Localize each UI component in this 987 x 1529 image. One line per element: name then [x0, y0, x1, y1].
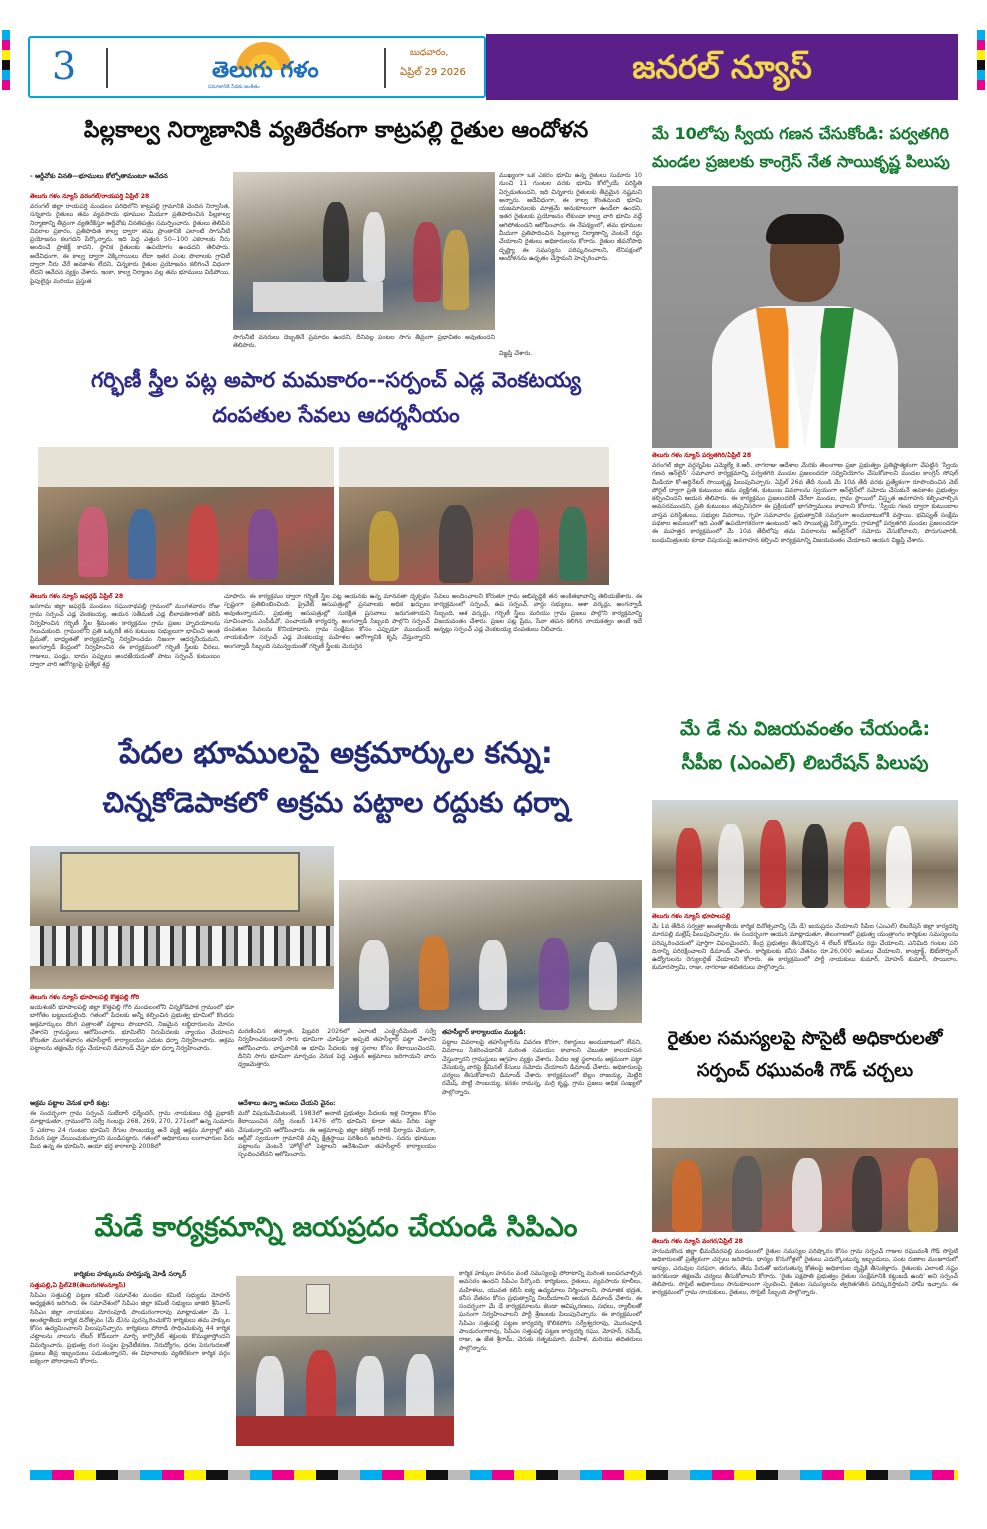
art4-body: వరంగల్ జిల్లా వర్ధన్నపేట ఎమ్మెల్యే కె.ఆర్. నాగరాజు ఆదేశాల మేరకు తెలంగాణ ప్రజా ప్రభుత్వం ప్రతిష్టాత్మకంగా చేపట్టిన 'స్వీయ గణన ఆన్‌లైన్' సమాచార కార్యక్రమాన్ని పర్వతగిరి మండల ప్రజలందరూ సద్వినియోగం చేసుకోవాలని మండల కాంగ్రెస్ సోషల్ మీడియా కో-ఆర్డినేటర్ సాయికృష్ణ పిలుపునిచ్చారు. ఏప్రిల్ 26వ తేదీ నుండి మే 10వ తేదీ వరకు ప్రత్యేకంగా రూపొందించిన వెబ్ పోర్టల్ ద్వారా ప్రతి కుటుంబం తమ వ్యక్తిగత, కుటుంబ వివరాలను స్వయంగా ఆన్‌లైన్‌లో నమోదు చేసుకునే అవకాశం ప్రభుత్వం కల్పించిందని ఆయన తెలిపారు. ఈ కార్యక్రమం ప్రజలందరికీ చేరేలా మండల, గ్రామ స్థాయిలో విస్తృత అవగాహన కల్పించాల్సిన అవసరముందని, ప్రతి కుటుంబం తప్పనిసరిగా ఈ ప్రక్రియలో భాగస్వాములు కావాలని కోరారు. 'స్వీయ గణన ద్వారా కుటుంబాల వాస్తవ పరిస్థితులు, సభ్యుల వివరాలు, గృహ సమాచారం ప్రభుత్వానికి సమగ్రంగా అందుబాటులోకి వస్తాయి. భవిష్యత్ సంక్షేమ పథకాల అమలులో ఇది ఎంతో ఉపయోగకరంగా ఉంటుంది' అని సాయికృష్ణ పేర్కొన్నారు. గ్రామాల్లో పర్వతగిరి మండల ప్రజలందరూ ఈ మహత్తర కార్యక్రమంలో మే 10వ తేదీలోపు తమ వివరాలను ఆన్‌లైన్‌లో నమోదు చేసుకోవాలని, పొరుగువారికి, బంధుమిత్రులకు కూడా విషయంపై అవగాహన కల్పించి కార్యక్రమాన్ని విజయవంతం చేయాలని ఆయన విజ్ఞప్తి చేశారు. [652, 462, 958, 544]
art2-col2: చూపారు. ఈ కార్యక్రమం ద్వారా గర్భిణీ స్త్రీల పట్ల ఆయనకు ఉన్న మానవతా దృక్పథం స్పష్టంగా ప్రతిబింబించింది. ప్రైవేట్ ఆసుపత్రుల్లో ప్రసవాలకు అధిక ఖర్చులు అవుతున్నాయని, ప్రభుత్వ ఆసుపత్రుల్లో సురక్షిత ప్రసవాలు జరుగుతాయని సూచించారు. ఎంపీడీవో, పంచాయతీ కార్యదర్శి, అంగన్వాడీ సిబ్బంది పాల్గొని సర్పంచ్ దంపతుల సేవలను కొనియాడారు. గ్రామ సంక్షేమం కోసం ఎప్పుడూ ముందుండే నాయకుడిగా సర్పంచ్ ఎడ్ల వెంకటయ్య మహిళల ఆరోగ్యానికి కృషి చేస్తున్నారని అంగన్వాడీ సిబ్బంది సమన్వయంతో గర్భిణీ స్త్రీలకు మెరుగైన [224, 593, 430, 650]
color-registration-bar [30, 1470, 958, 1480]
section-title: జనరల్ న్యూస్ [632, 48, 812, 86]
art6-photo [652, 1098, 958, 1232]
section-banner [486, 34, 958, 100]
art5-body: మే 1వ తేదీన సర్వత్రా అంతర్జాతీయ కార్మిక దినోత్సవాన్ని (మే డే) జయప్రదం చేయాలని సీపీఐ (ఎంఎల్) లిబరేషన్ జిల్లా కార్యదర్శి మారపల్లి మల్లేష్ పిలుపునిచ్చారు. ఈ సందర్భంగా ఆయన మాట్లాడుతూ, తెలంగాణలో ప్రభుత్వ యంత్రాంగం కార్మికుల సమస్యలను పరిష్కరించడంలో పూర్తిగా విఫలమైందని, కేంద్ర ప్రభుత్వం తీసుకొచ్చిన 4 లేబర్ కోడ్‌లను రద్దు చేయాలని, ఎనిమిది గంటల పని దినాన్ని పరిరక్షించాలని డిమాండ్ చేశారు. కార్మికులకు కనీస వేతనం రూ.26,000 అమలు చేయాలని, కాంట్రాక్ట్, ఔట్‌సోర్సింగ్ ఉద్యోగులను రెగ్యులరైజ్ చేయాలని కోరారు. ఈ కార్యక్రమంలో పార్టీ నాయకులు కుమార్, మోహన్ కుమార్, సాయిరాం, కుమారస్వామి, రాజు, నాగరాజు తదితరులు పాల్గొన్నారు. [652, 923, 958, 972]
logo-text: తెలుగు గళం [212, 58, 319, 83]
art7-headline: మేడే కార్యక్రమాన్ని జయప్రదం చేయండి సిపిఎం [94, 1212, 578, 1243]
art5-dateline: తెలుగు గళం న్యూస్ భూపాలపల్లి [652, 913, 731, 920]
masthead-divider-2 [384, 48, 386, 88]
art3-col1: జయశంకర్ భూపాలపల్లి జిల్లా కొత్తపల్లి గోరి మండలంలోని చిన్నకోడెపాక గ్రామంలో భూ బాగోతం బట్టబయలైంది. గతంలో పేదలకు అన్నీ కల్పించిన ప్రభుత్వ భూమిలో కొందరు అక్రమార్కులు దొంగ పత్రాలతో పట్టాలు పొందారని, నిజమైన లబ్ధిదారులను మోసం చేశారని గ్రామస్థులు ఆరోపించారు. భూమిలేని నిరుపేదలకు న్యాయం చేయాలని కోరుతూ మంగళవారం తహసీల్దార్ కార్యాలయం ఎదుట ధర్నా నిర్వహించారు. అక్రమ పట్టాలను తక్షణమే రద్దు చేయాలని డిమాండ్ చేస్తూ భూ ధర్నా నిర్వహించారు. [30, 1004, 234, 1053]
crop-marks-right [977, 30, 985, 90]
art7-subhead: కార్మికుల హక్కులను హరిస్తున్న మోడీ సర్కార్ [73, 1270, 187, 1278]
art6-headline-1: రైతుల సమస్యలపై సొసైటీ అధికారులతో [667, 1028, 943, 1049]
art2-headline-1: గర్భిణీ స్త్రీల పట్ల అపార మమకారం--సర్పంచ్ ఎడ్ల వెంకటయ్య [90, 368, 582, 392]
art3-subhead-3: తహసీల్దార్ కార్యాలయం ముట్టడి: [442, 1028, 526, 1036]
logo-tagline: సమాజానికి సేవకు అంకితం [208, 84, 260, 90]
art1-col1: వరంగల్ జిల్లా రాయపర్తి మండలం పరిధిలోని కాట్రపల్లి గ్రామానికి చెందిన నిర్వాసిత, సన్నకారు రైతులు తమ వ్యవసాయ భూముల మీదుగా ప్రతిపాదించిన పిల్లకాల్వ నిర్మాణాన్ని తీవ్రంగా వ్యతిరేకిస్తూ ఆర్డీవోకు వినతిపత్రం సమర్పించారు. రైతులు తెలిపిన వివరాల ప్రకారం, ప్రతిపాదిత కాల్వ ద్వారా తమ ప్రాంతానికి ఎలాంటి సాగునీటి ప్రయోజనం కలగదని పేర్కొన్నారు. ఇది పెద్ద ఎత్తున 50--100 ఎకరాలకు నీరు అందించే ప్రాజెక్ట్ కాదని, స్థానిక రైతులకు ఉపయోగం ఉండదని తెలిపారు. అదేవిధంగా, ఈ కాల్వ ద్వారా వెక్కిరాయిలు లేదా ఇతర పంట పొలాలకు గ్రావిటీ ద్వారా నీరు చేరే అవకాశం లేదని, చిన్నకారు రైతుల ప్రయోజనం కలిగించే విధంగా లేదని ఆవేదన వ్యక్తం చేశారు. ఇంకా, కాల్వ నిర్మాణం వల్ల తమ భూములు విడిపోయి, పైపులైన్లు మరియు ప్రస్తుత [30, 203, 230, 285]
art5-photo [652, 800, 958, 908]
art6-body: హనుమకొండ జిల్లా భీమదేవరపల్లి మండలంలో రైతుల సమస్యల పరిష్కారం కోసం గ్రామ సర్పంచ్ గాజుల రఘువంశీ గౌడ్ సొసైటీ అధికారులతో ప్రత్యేకంగా చర్చలు జరిపారు. ధాన్యం కొనుగోళ్లలో రైతులు ఎదుర్కొంటున్న ఇబ్బందులు, పంట రుణాల మంజూరులో జాప్యం, ఎరువుల సరఫరా, తరుగు, తేమ పేరుతో జరుగుతున్న కోతలపై అధికారుల దృష్టికి తీసుకెళ్లారు. రైతులకు ఎలాంటి నష్టం జరగకుండా తక్షణమే చర్యలు తీసుకోవాలని కోరారు. 'రైతు పక్షపాతి ప్రభుత్వం రైతుల సంక్షేమానికి కట్టుబడి ఉంది' అని సర్పంచ్ తెలిపారు. సొసైటీ అధికారులు సానుకూలంగా స్పందించి, రైతుల సమస్యలను త్వరితగతిన పరిష్కరిస్తామని హామీ ఇచ్చారు. ఈ కార్యక్రమంలో గ్రామ నాయకులు, రైతులు, సొసైటీ సిబ్బంది పాల్గొన్నారు. [652, 1248, 958, 1297]
portrait-body [712, 306, 898, 448]
art6-dateline: తెలుగు గళం న్యూస్ వంగర/ఏప్రిల్ 28 [652, 1238, 743, 1245]
crop-marks-left [2, 30, 10, 90]
art2-dateline: తెలుగు గళం న్యూస్ జఫర్గఢ్ ఏప్రిల్ 28 [30, 593, 124, 600]
art1-subhead: - ఆర్డీవోకు వినతి—భూములు కోల్పోతామంటూ ఆవేదన [30, 172, 168, 180]
art2-photo-right [339, 447, 609, 585]
art3-col2: మరణించిన తర్వాత, ఫిబ్రవరి 2026లో ఎలాంటి ఎంక్వైరీమెంట్ సర్వే నిర్వహించకుండానే సాగు భూమిగా చూపిస్తూ అప్పటి తహసీల్దార్ పట్టా చేశారని ఆరోపించారు. వాస్తవానికి ఆ భూమి పేదలకు ఇళ్ల స్థలాల కోసం కేటాయించిందని, దీనిని సాగు భూమిగా మార్చడం వెనుక పెద్ద ఎత్తున అక్రమాలు జరిగాయని వారు ధ్వజమెత్తారు. [238, 1028, 436, 1069]
art3-dateline: తెలుగు గళం న్యూస్ భూపాలపల్లి కొత్తపల్లి గోరి [30, 994, 140, 1001]
art4-dateline: తెలుగు గళం న్యూస్ పర్వతగిరి/ఏప్రిల్ 28 [652, 452, 752, 459]
art1-photo [233, 172, 495, 330]
masthead [28, 36, 486, 98]
art1-headline: పిల్లకాల్వ నిర్మాణానికి వ్యతిరేకంగా కాట్రపల్లి రైతుల ఆందోళన [83, 118, 589, 143]
art1-col2: సాగునీటి వనరులు దెబ్బతినే ప్రమాదం ఉందని, దీనివల్ల పంటల సాగు తీవ్రంగా ప్రభావితం అవుతుందని తెలిపారు. [233, 334, 495, 350]
logo [178, 46, 378, 90]
art2-headline-2: దంపతుల సేవలు ఆదర్శనీయం [212, 403, 460, 427]
art7-col3: కార్మిక హక్కుల హననం వంటి సమస్యలపై పోరాటాన్ని మరింత బలపరచాల్సిన అవసరం ఉందని సిపిఎం పేర్కొంది. కార్మికులు, రైతులు, వ్యవసాయ కూలీలు, మహిళలు, యువత కలిసి ఐక్య ఉద్యమాలు నిర్మించాలని, సామాజిక భద్రత, కనీస వేతనం కోసం ప్రభుత్వాన్ని నిలదీయాలని ఆయన డిమాండ్ చేశారు. ఈ సందర్భంగా మే డే కార్యక్రమాలను జెండా ఆవిష్కరణలు, సభలు, ర్యాలీలతో ఘనంగా నిర్వహించాలని పార్టీ శ్రేణులకు పిలుపునిచ్చారు. ఈ కార్యక్రమంలో సిపిఎం సత్తుపల్లి పట్టణ కార్యదర్శి కొలికపోగు సర్వేశ్వరరావు, మొరంపూడి పాండురంగారావు, సిపిఎం సత్తుపల్లి పట్టణ కార్యదర్శి రఘు, మోహన్, రమేష్, రాజు, ఉ జేత శ్రీరామ్, చెరుకు రత్నకుమారి, మహిళ, మరియు తదితరులు పాల్గొన్నారు. [459, 1270, 642, 1352]
art3-photo-left [30, 846, 334, 989]
masthead-divider [106, 48, 108, 88]
art3-col1b: ఈ సందర్భంగా గ్రామ సర్పంచ్ సుబేదార్ ధర్మేందర్, గ్రామ నాయకులు రెడ్డి ప్రభాకర్ మాట్లాడుతూ, గ్రామంలోని సర్వే నంబర్లు 268, 269, 270, 271లలో ఉన్న సుమారు 5 ఎకరాల 24 గుంటల భూమిని రేగుల సాంబయ్య అనే వ్యక్తి అక్రమ మార్గాల్లో తన పేరున పట్టా చేయించుకున్నారని మండిపడ్డారు. గతంలో అధికారులు లంగాచారుల పేరు మీద ఉన్న ఈ భూమిని, ఆయా భర్త కారాలాపై 2008లో [30, 1110, 234, 1151]
art3-subhead-2: ఆదేశాలు ఉన్నా అమలు చేయని వైనం: [238, 1099, 336, 1107]
art3-col2b: మరో విషయమేమిటంటే, 1983లో అనాటి ప్రభుత్వం పేదలకు ఇళ్ల నిర్మాణం కోసం కేటాయించిన సర్వే నంబర్ 1476 లోని భూమిని కూడా తమ పేరిట పట్టా చేసుకున్నారని ఆరోపించారు. ఈ అక్రమాలపై జిల్లా కలెక్టర్ గారికి ఫిర్యాదు చేయగా, ఆర్డీవో స్వయంగా గ్రామానికి వచ్చి క్షేత్రస్థాయి పరిశీలన జరిపారు. సదరు భూముల పట్టాలను వెంటనే 'హోల్డ్'లో పెట్టాలని ఆదేశించినా తహసీల్దార్ కార్యాలయం స్పందించలేదని ఆరోపించారు. [238, 1110, 436, 1159]
art4-headline-2: మండల ప్రజలకు కాంగ్రెస్ నేత సాయికృష్ణ పిలుపు [652, 152, 950, 171]
art2-photo-left [38, 447, 334, 585]
art4-portrait-photo [652, 186, 958, 448]
art4-headline-1: మే 10లోపు స్వీయ గణన చేసుకోండి: పర్వతగిరి [652, 124, 950, 143]
art2-col1: జనగామ జిల్లా జఫర్గఢ్ మండలం రఘునాథపల్లి గ్రామంలో మంగళవారం రోజు గ్రామ సర్పంచ్ ఎడ్ల వెంకటయ్య, ఆయన సతీమణి ఎడ్ల లీలావతిగారితో కలిసి నిర్వహించిన గర్భిణీ స్త్రీల శ్రీమంతం కార్యక్రమం గ్రామ ప్రజల హృదయాలను గెలుచుకుంది. గ్రామంలోని ప్రతి ఒక్కరికీ తన కుటుంబ సభ్యులుగా భావించి అంత ప్రేమతో, బాధ్యతతో కార్యక్రమాన్ని నిర్వహించడం నిజంగా ఆదర్శనీయమని, అంగన్వాడీ కేంద్రంలో నిర్వహించిన ఈ కార్యక్రమంలో గర్భిణీ స్త్రీలకు చీరలు, గాజులు, పండ్లు, బాదం పప్పులు అందజేయడంతో పాటు సర్పంచ్ కుటుంబం ద్వారా వారి ఆరోగ్యంపై ప్రత్యేక శ్రద్ధ [30, 603, 220, 669]
art3-headline-2: చిన్నకోడెపాకలో అక్రమ పట్టాల రద్దుకు ధర్నా [102, 786, 570, 819]
issue-day: బుధవారం, [410, 48, 449, 58]
art1-col3b: విజ్ఞప్తి చేశారు. [499, 350, 533, 357]
art3-col3: పట్టాల వివరాలపై తహసీల్దార్‌ను వివరణ కోరగా, రికార్డులు అందుబాటులో లేవని, వివరాలు సేకరించడానికి మరింత సమయం కావాలని చెబుతూ కాలయాపన చేస్తున్నారని గ్రామస్థులు ఆగ్రహం వ్యక్తం చేశారు. పేదల ఇళ్ల స్థలాలను అక్రమంగా పట్టా చేసుకున్న వారిపై క్రిమినల్ కేసులు నమోదు చేయాలని డిమాండ్ చేశారు. అధికారులపై చర్యలు తీసుకోవాలని డిమాండ్ చేశారు. కార్యక్రమంలో బెల్లం రాజయ్య, మెట్టిరి రమేష్, పొట్టి సాంబయ్య, కనకం రామన్న, మర్రి కృష్ణ, గ్రామ ప్రజలు అధిక సంఖ్యలో పాల్గొన్నారు. [442, 1039, 642, 1096]
art1-dateline: తెలుగు గళం న్యూస్ వరంగల్/రాయపర్తి ఏప్రిల్ 28 [30, 193, 150, 200]
page-number: 3 [52, 44, 77, 88]
issue-date: ఏప్రిల్ 29 2026 [400, 67, 466, 78]
art2-col3: సేవలు అందించాలని కోరుతూ గ్రామ అభివృద్ధికి తన అంకితభావాన్ని తెలియజేశారు. ఈ కార్యక్రమంలో సర్పంచ్, ఉప సర్పంచ్, వార్డు సభ్యులు, ఆశా వర్కర్లు, అంగన్వాడీ సిబ్బంది, ఆశ వర్కర్లు, గర్భిణీ స్త్రీలు మరియు గ్రామ ప్రజలు పాల్గొని కార్యక్రమాన్ని విజయవంతం చేశారు. ప్రజల పట్ల ప్రేమ, సేవా తపన కలిగిన నాయకత్వం అంటే ఇదే అన్నట్లు సర్పంచ్ ఎడ్ల వెంకటయ్య దంపతులు నిలిచారు. [434, 593, 642, 634]
art7-col1: సిపిఎం సత్తుపల్లి పట్టణ కమిటీ సమావేశం మండల కమిటీ సభ్యుడు మోహన్ అధ్యక్షతన జరిగింది. ఈ సమావేశంలో సిపిఎం జిల్లా కమిటీ సభ్యులు జాజిరి శ్రీనివాస్ సిపిఎం జిల్లా నాయకులు మోరంపూడి పాండురంగారావు మాట్లాడుతూ మే 1, అంతర్జాతీయ కార్మిక దినోత్సవం (మే డే)ను పురస్కరించుకొని కార్మికులు తమ హక్కుల కోసం ఉద్యమించాలని పిలుపునిచ్చారు. కార్మికులు పోరాడి సాధించుకున్న 44 కార్మిక చట్టాలను నాలుగు లేబర్ కోడ్‌లుగా మార్చి కార్పొరేట్ శక్తులకు కొమ్ముకాస్తోందని విమర్శించారు. ప్రభుత్వ రంగ సంస్థల ప్రైవేటీకరణ, నిరుద్యోగం, ధరల పెరుగుదలతో ప్రజలు తీవ్ర ఇబ్బందులు పడుతున్నారని, ఈ విధానాలకు వ్యతిరేకంగా కార్మిక వర్గం ఐక్యంగా పోరాడాలని కోరారు. [30, 1292, 230, 1366]
art3-photo-right [339, 880, 642, 1023]
art3-subhead-1: అక్రమ పట్టాల వెనుక భారీ కుట్ర: [30, 1099, 110, 1107]
art6-headline-2: సర్పంచ్ రఘువంశీ గౌడ్ చర్చలు [696, 1060, 914, 1081]
art5-headline-2: సీపీఐ (ఎంఎల్) లిబరేషన్ పిలుపు [681, 752, 929, 774]
art3-headline-1: పేదల భూములపై అక్రమార్కుల కన్ను: [119, 736, 553, 771]
art1-col3: ముఖ్యంగా ఒక ఎకరం భూమి ఉన్న రైతులు సుమారు 10 నుంచి 11 గుంటల వరకు భూమి కోల్పోయే పరిస్థితి ఏర్పడుతుందని, ఇది చిన్నకారు రైతులకు తీవ్రమైన నష్టమని అన్నారు. అదేవిధంగా, ఈ కాల్వ కొంతమంది భూమి యజమానులకు మాత్రమే అనుకూలంగా ఉండేలా ఉందని, ఇతర రైతులకు ప్రయోజనం లేకుండా కాల్వ వారి భూమి వద్దే ఆగిపోతుందని ఆరోపించారు. ఈ నేపథ్యంలో, తమ భూముల మీదుగా ప్రతిపాదించిన పిల్లకాల్వ నిర్మాణాన్ని వెంటనే రద్దు చేయాలని రైతులు అధికారులను కోరారు. రైతుల జీవనోపాధి దృష్ట్యా ఈ సమస్యను పరిష్కరించాలని, లేనిపక్షంలో ఆందోళనను ఉధృతం చేస్తామని హెచ్చరించారు. [499, 172, 642, 262]
art5-headline-1: మే డే ను విజయవంతం చేయండి: [679, 718, 931, 740]
art7-photo [236, 1276, 454, 1446]
art7-dateline: సత్తుపల్లి,ఏ ప్రిల్28(తెలుగుగళంన్యూస్) [30, 1282, 126, 1289]
